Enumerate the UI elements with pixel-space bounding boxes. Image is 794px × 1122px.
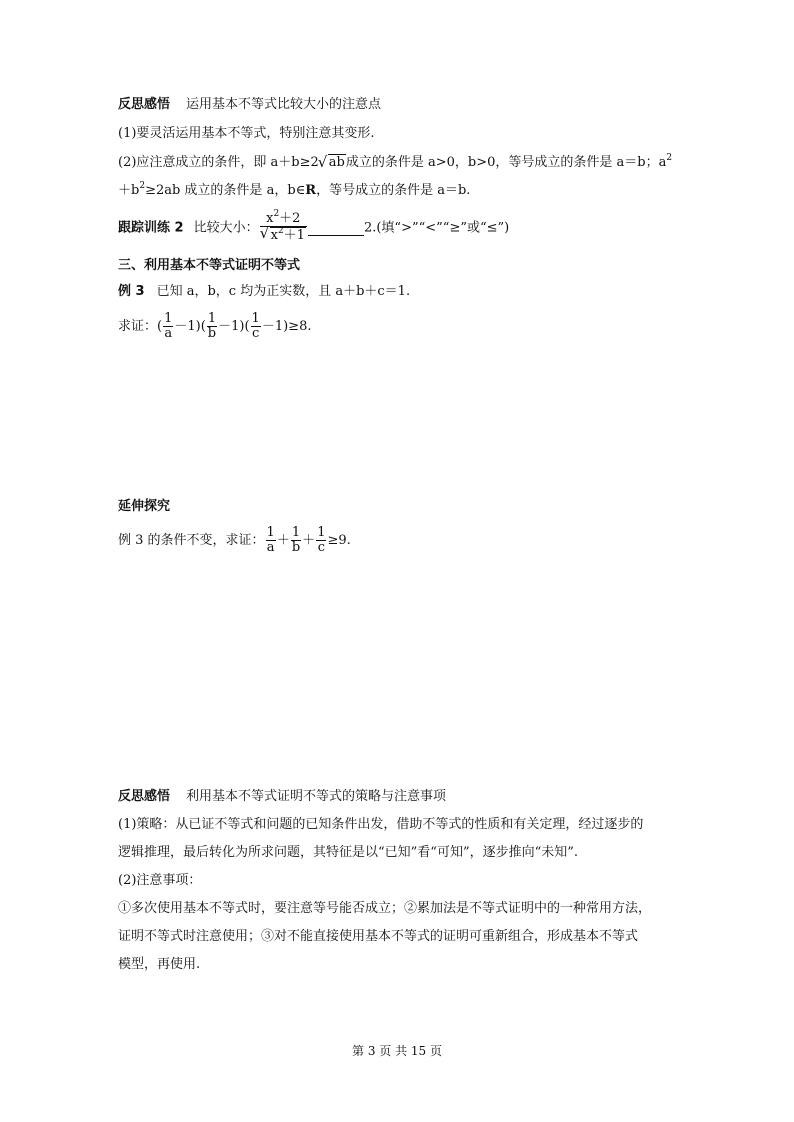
track-tail: 2.(填“>”“<”“≥”或“≤”) <box>363 220 510 236</box>
strategy-line-2: 逻辑推理，最后转化为所求问题，其特征是以“已知”看“可知”，逐步推向“未知”. <box>118 845 579 860</box>
fraction-1-over-a: $\frac{1}{a}$ <box>266 525 275 555</box>
text-segment: (2)应注意成立的条件，即 a＋b≥2 <box>118 155 319 170</box>
reflection-heading-2 <box>118 787 446 807</box>
superscript: 2 <box>139 181 146 191</box>
reflection-title: 利用基本不等式证明不等式的策略与注意事项 <box>186 789 447 804</box>
extension-text: 例 3 的条件不变，求证： <box>118 533 265 548</box>
reflection-label: 反思感悟 <box>118 97 171 112</box>
example-3 <box>118 282 410 302</box>
extension-heading: 延伸探究 <box>118 499 171 514</box>
track-exercise <box>118 209 510 244</box>
proof-statement: 求证：( $\frac{1}{a}$ －1)( $\frac{1}{b}$ －1)( $\frac{1}{c}$ －1)≥8. <box>118 311 312 341</box>
fraction-1-over-a: $\frac{1}{a}$ <box>164 311 173 341</box>
answer-blank <box>308 221 364 236</box>
notes-line-3: 模型，再使用. <box>118 957 201 972</box>
fraction-1-over-c: $\frac{1}{c}$ <box>317 525 326 555</box>
fraction-1-over-b: $\frac{1}{b}$ <box>291 525 301 555</box>
strategy-line-1: (1)策略：从已证不等式和问题的已知条件出发，借助不等式的性质和有关定理，经过逐步的 <box>118 817 644 832</box>
track-label: 跟踪训练 2 <box>118 220 184 236</box>
proof-label: 求证： <box>118 319 158 334</box>
reflection-title: 运用基本不等式比较大小的注意点 <box>186 97 382 112</box>
reflection-heading-1 <box>118 95 381 115</box>
real-set-symbol: R <box>305 183 317 198</box>
text-segment: ≥2ab 成立的条件是 a，b∈ <box>145 183 306 198</box>
track-text: 比较大小： <box>193 220 259 236</box>
example-label: 例 3 <box>118 284 145 299</box>
fraction-denominator: √ $x^2+1$ <box>260 227 307 244</box>
sqrt-content: ab <box>328 155 345 170</box>
fraction-numerator: $x^2+2$ <box>260 212 307 227</box>
sqrt-ab <box>319 153 346 173</box>
text-segment: 成立的条件是 a>0，b>0，等号成立的条件是 a＝b；a <box>345 155 667 170</box>
example-text: 已知 a，b，c 均为正实数，且 a＋b＋c＝1. <box>156 284 411 299</box>
extension-statement: 例 3 的条件不变，求证： $\frac{1}{a}$ ＋ $\frac{1}{b}$ ＋ $\frac{1}{c}$ ≥9. <box>118 525 351 555</box>
fraction-1-over-b: $\frac{1}{b}$ <box>207 311 217 341</box>
notes-heading: (2)注意事项： <box>118 873 202 888</box>
text-segment: ，等号成立的条件是 a＝b. <box>316 183 471 198</box>
reflection-label: 反思感悟 <box>118 789 171 804</box>
page-footer: 第 3 页 共 15 页 <box>352 1044 442 1058</box>
notes-line-1: ①多次使用基本不等式时，要注意等号能否成立；②累加法是不等式证明中的一种常用方法， <box>118 901 652 916</box>
section-heading-3: 三、利用基本不等式证明不等式 <box>118 258 301 273</box>
track-fraction <box>260 209 307 244</box>
superscript: 2 <box>666 153 673 163</box>
fraction-1-over-c: $\frac{1}{c}$ <box>251 311 260 341</box>
paragraph-3 <box>118 181 470 201</box>
text-segment: ＋b <box>118 183 140 198</box>
paragraph-2 <box>118 153 672 173</box>
paragraph-1: (1)要灵活运用基本不等式，特别注意其变形. <box>118 126 375 141</box>
notes-line-2: 证明不等式时注意使用；③对不能直接使用基本不等式的证明可重新组合，形成基本不等式 <box>118 929 639 944</box>
